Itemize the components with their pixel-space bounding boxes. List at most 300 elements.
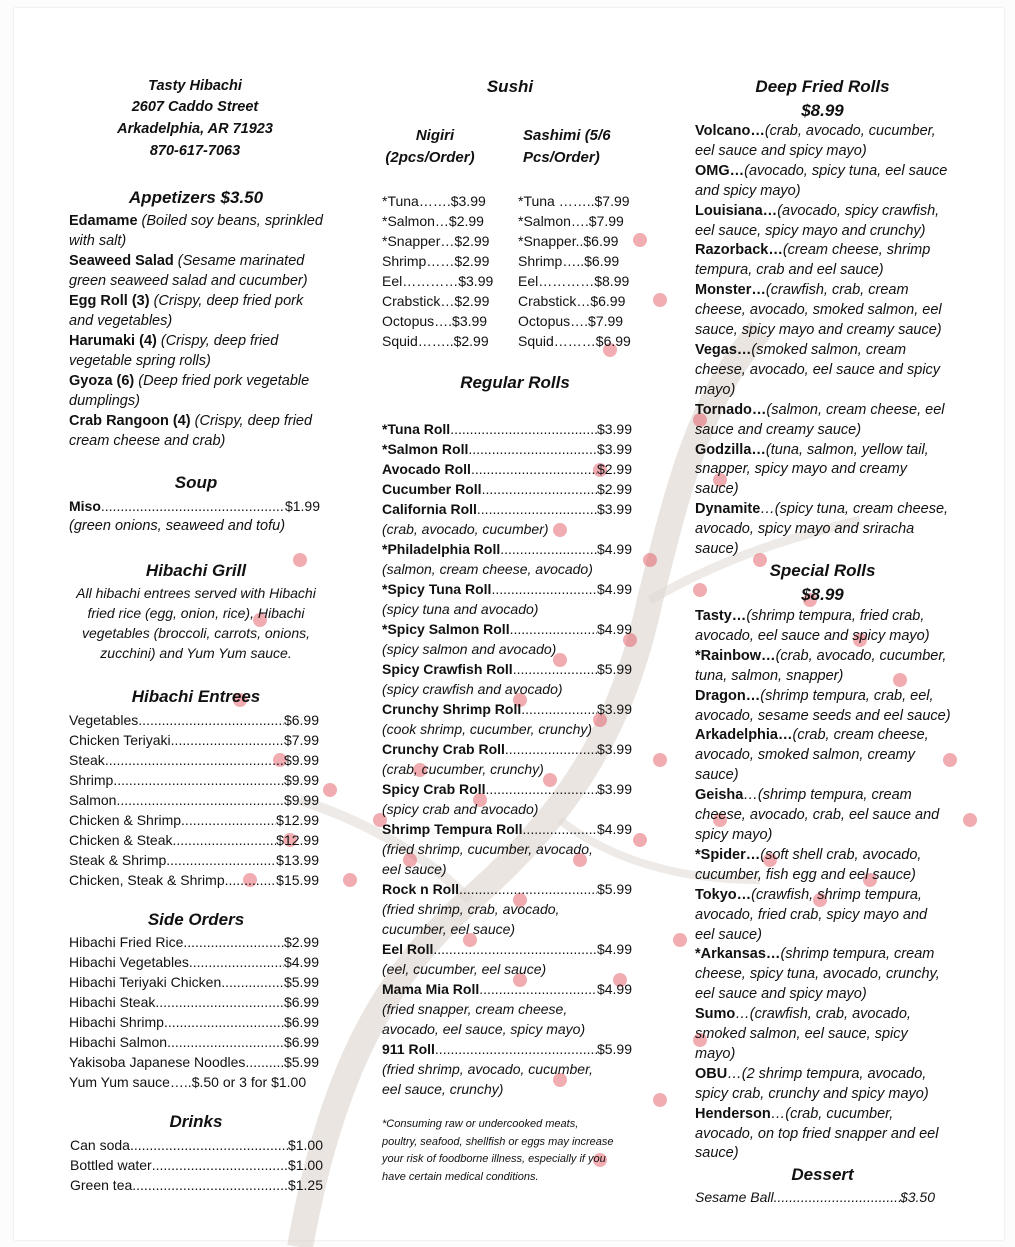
side-order-item <box>69 1012 319 1032</box>
regular-roll-description: (salmon, cream cheese, avocado) <box>382 561 593 577</box>
deep-fried-roll-line <box>695 500 948 520</box>
hibachi-entree-leader <box>166 850 276 870</box>
drink-leader <box>130 1135 288 1155</box>
deep-fried-roll-line <box>695 182 948 202</box>
regular-roll-description: (cook shrimp, cucumber, crunchy) <box>382 721 593 737</box>
regular-roll-name: California Roll <box>382 501 477 517</box>
deep-fried-roll-line <box>695 381 948 401</box>
deep-fried-roll-line <box>695 361 948 381</box>
regular-roll-description: eel sauce) <box>382 861 447 877</box>
hibachi-grill-description-line: vegetables (broccoli, carrots, onions, <box>82 625 310 641</box>
appetizer-description-cont: with salt) <box>69 233 127 249</box>
special-roll-name: *Rainbow… <box>695 647 776 664</box>
deep-fried-roll-description: (crawfish, crab, cream <box>765 282 909 299</box>
regular-roll-name: Avocado Roll <box>382 461 471 477</box>
side-order-item <box>69 1032 319 1052</box>
special-roll-description: (shrimp tempura, crab, eel, <box>760 687 934 704</box>
deep-fried-roll-description: cheese, avocado, eel sauce and spicy <box>695 361 941 378</box>
sushi-row <box>382 231 632 251</box>
soup-name: Miso <box>69 498 101 514</box>
hibachi-entree-item <box>69 850 319 870</box>
regular-roll-name: Rock n Roll <box>382 881 460 897</box>
special-roll-line <box>695 766 951 786</box>
deep-fried-roll-name: Monster… <box>695 282 766 299</box>
deep-fried-roll-description: …(spicy tuna, cream cheese, <box>760 501 949 518</box>
appetizer-item <box>69 251 323 271</box>
hibachi-entrees-list <box>69 710 319 890</box>
regular-roll-description: (spicy crab and avocado) <box>382 801 539 817</box>
nigiri-heading: Nigiri <box>415 127 455 144</box>
special-rolls-heading: Special Rolls <box>769 561 876 580</box>
sashimi-item: Squid………$6.99 <box>518 333 631 349</box>
hibachi-entree-name: Steak <box>69 752 105 768</box>
appetizer-description: (Boiled soy beans, sprinkled <box>137 213 323 229</box>
special-roll-description: eel sauce and spicy mayo) <box>695 986 867 1003</box>
footnote-line: *Consuming raw or undercooked meats, <box>382 1118 579 1130</box>
appetizers-heading: Appetizers $3.50 <box>128 188 264 207</box>
regular-roll-leader <box>505 739 597 759</box>
side-order-name: Hibachi Vegetables <box>69 954 189 970</box>
regular-roll-price: $4.99 <box>596 941 632 957</box>
regular-roll-leader <box>468 439 597 459</box>
hibachi-entree-price: $15.99 <box>276 872 319 888</box>
deep-fried-roll-line <box>695 540 948 560</box>
deep-fried-roll-line <box>695 401 948 421</box>
sashimi-heading: Sashimi (5/6 <box>523 127 611 144</box>
nigiri-subheading: (2pcs/Order) <box>385 149 475 166</box>
hibachi-entree-item <box>69 830 319 850</box>
special-roll-name: Dragon… <box>695 687 761 704</box>
side-order-item <box>69 1072 319 1092</box>
deep-fried-roll-description: eel sauce, spicy mayo and crunchy) <box>695 222 926 239</box>
side-order-item <box>69 932 319 952</box>
deep-fried-roll-line <box>695 261 948 281</box>
deep-fried-roll-name: OMG… <box>695 162 745 179</box>
dessert-heading: Dessert <box>791 1165 854 1184</box>
special-roll-description: avocado, sesame seeds and eel sauce) <box>695 707 951 724</box>
special-roll-line <box>695 886 951 906</box>
special-roll-line <box>695 965 951 985</box>
special-roll-description: …(crawfish, crab, avocado, <box>735 1006 911 1023</box>
sushi-row <box>382 291 632 311</box>
deep-fried-roll-description: sauce) <box>695 541 739 558</box>
sashimi-item: Shrimp…..$6.99 <box>518 253 620 269</box>
deep-fried-roll-name: Louisiana… <box>695 202 778 219</box>
deep-fried-price: $8.99 <box>801 101 844 120</box>
regular-roll-price: $4.99 <box>596 581 632 597</box>
special-roll-name: Tokyo… <box>695 886 752 903</box>
side-order-name: Hibachi Salmon <box>69 1034 168 1050</box>
regular-roll-item <box>382 539 632 559</box>
deep-fried-roll-name: Vegas… <box>695 341 752 358</box>
deep-fried-roll-name: Godzilla… <box>695 441 766 458</box>
regular-roll-item <box>382 979 632 999</box>
sushi-row <box>382 211 632 231</box>
side-order-price: $4.99 <box>283 954 319 970</box>
restaurant-city: Arkadelphia, AR 71923 <box>117 121 273 137</box>
hibachi-entree-item <box>69 770 319 790</box>
regular-roll-leader <box>482 479 597 499</box>
regular-roll-item <box>382 879 632 899</box>
regular-roll-name: *Tuna Roll <box>382 421 451 437</box>
sushi-row <box>382 311 632 331</box>
regular-roll-description: (fried shrimp, crab, avocado, <box>382 901 560 917</box>
deep-fried-roll-description: and spicy mayo) <box>695 182 801 199</box>
hibachi-entree-leader <box>113 770 284 790</box>
regular-roll-leader <box>513 659 597 679</box>
side-order-name: Yum Yum sauce…..$.50 or 3 for $1.00 <box>69 1074 307 1090</box>
appetizer-item <box>69 371 323 391</box>
special-roll-description: sauce) <box>695 767 739 784</box>
sashimi-item: Eel…………$8.99 <box>518 273 630 289</box>
regular-rolls-heading: Regular Rolls <box>460 373 570 392</box>
special-roll-description: (crab, avocado, cucumber, <box>775 647 947 664</box>
side-order-item <box>69 992 319 1012</box>
hibachi-grill-heading: Hibachi Grill <box>145 561 247 580</box>
deep-fried-roll-description: (smoked salmon, cream <box>751 341 907 358</box>
appetizer-description: (Crispy, deep fried <box>190 413 313 429</box>
regular-roll-name: *Spicy Tuna Roll <box>382 581 492 597</box>
hibachi-entree-price: $13.99 <box>276 852 319 868</box>
regular-roll-leader <box>477 499 597 519</box>
appetizer-name: Egg Roll (3) <box>69 293 150 309</box>
deep-fried-roll-name: Tornado… <box>695 401 767 418</box>
side-order-leader <box>189 952 284 972</box>
special-roll-line <box>695 1085 951 1105</box>
special-roll-description: spicy mayo) <box>695 826 773 843</box>
special-roll-name: OBU <box>695 1065 728 1082</box>
regular-roll-leader <box>500 539 597 559</box>
hibachi-grill-description-line: All hibachi entrees served with Hibachi <box>76 585 316 601</box>
regular-roll-name: Eel Roll <box>382 941 434 957</box>
appetizer-description-cont: and vegetables) <box>69 313 173 329</box>
drink-name: Green tea <box>70 1177 133 1193</box>
restaurant-street: 2607 Caddo Street <box>131 99 259 115</box>
regular-roll-item <box>382 619 632 639</box>
hibachi-entree-name: Vegetables <box>69 712 139 728</box>
hibachi-entree-item <box>69 710 319 730</box>
regular-roll-description: (fried shrimp, avocado, cucumber, <box>382 1061 593 1077</box>
hibachi-grill-description-line: fried rice (egg, onion, rice), Hibachi <box>87 605 305 621</box>
hibachi-entree-item <box>69 870 319 890</box>
special-roll-line <box>695 627 951 647</box>
side-order-name: Yakisoba Japanese Noodles <box>69 1054 246 1070</box>
deep-fried-roll-description: (tuna, salmon, yellow tail, <box>765 441 929 458</box>
sashimi-item: *Salmon….$7.99 <box>518 213 624 229</box>
side-order-price: $5.99 <box>283 1054 319 1070</box>
special-roll-description: cucumber, fish egg and eel sauce) <box>695 866 916 883</box>
drink-price: $1.00 <box>287 1157 323 1173</box>
hibachi-entree-name: Steak & Shrimp <box>69 852 167 868</box>
special-roll-description: tuna, salmon, snapper) <box>695 667 844 684</box>
side-order-leader <box>245 1052 284 1072</box>
hibachi-entree-price: $12.99 <box>276 832 319 848</box>
nigiri-item: *Tuna…….$3.99 <box>382 193 486 209</box>
nigiri-item: Crabstick…$2.99 <box>382 293 490 309</box>
hibachi-entree-leader <box>171 730 284 750</box>
regular-roll-item <box>382 419 632 439</box>
special-roll-line <box>695 1144 951 1164</box>
special-roll-line <box>695 1105 951 1125</box>
nigiri-item: *Snapper…$2.99 <box>382 233 490 249</box>
regular-roll-price: $3.99 <box>596 501 632 517</box>
special-roll-name: *Arkansas… <box>695 946 781 963</box>
hibachi-entree-leader <box>105 750 284 770</box>
regular-roll-name: Spicy Crab Roll <box>382 781 486 797</box>
appetizer-description-cont: dumplings) <box>69 393 140 409</box>
deep-fried-roll-name: Razorback… <box>695 242 783 259</box>
hibachi-entree-item <box>69 750 319 770</box>
side-order-leader <box>221 972 284 992</box>
sashimi-item: *Tuna ……..$7.99 <box>518 193 630 209</box>
regular-roll-description: (crab, avocado, cucumber) <box>382 521 549 537</box>
regular-roll-description: (crab, cucumber, crunchy) <box>382 761 544 777</box>
hibachi-entree-leader <box>225 870 277 890</box>
hibachi-entree-item <box>69 730 319 750</box>
side-order-item <box>69 972 319 992</box>
deep-fried-roll-line <box>695 162 948 182</box>
regular-roll-item <box>382 1039 632 1059</box>
special-roll-description: …(crab, cucumber, <box>770 1105 894 1122</box>
restaurant-phone: 870-617-7063 <box>149 143 241 159</box>
appetizer-name: Edamame <box>69 213 138 229</box>
deep-fried-roll-description: cheese, avocado, smoked salmon, eel <box>695 302 942 319</box>
special-rolls-list <box>695 607 951 1164</box>
regular-roll-leader <box>459 879 597 899</box>
special-roll-line <box>695 826 951 846</box>
appetizer-name: Harumaki (4) <box>69 333 157 349</box>
regular-roll-name: Crunchy Shrimp Roll <box>382 701 522 717</box>
special-roll-description: eel sauce) <box>695 926 762 943</box>
drink-leader <box>152 1155 288 1175</box>
special-roll-line <box>695 866 951 886</box>
hibachi-entree-name: Chicken & Steak <box>69 832 173 848</box>
regular-roll-price: $3.99 <box>596 701 632 717</box>
appetizer-item <box>69 211 323 231</box>
special-roll-line <box>695 806 951 826</box>
deep-fried-roll-description: (cream cheese, shrimp <box>782 242 931 259</box>
deep-fried-roll-line <box>695 460 948 480</box>
special-roll-description: mayo) <box>695 1045 736 1062</box>
special-roll-description: (shrimp tempura, fried crab, <box>746 608 925 624</box>
regular-roll-name: *Spicy Salmon Roll <box>382 621 510 637</box>
regular-roll-item <box>382 579 632 599</box>
deep-fried-roll-description: (avocado, spicy crawfish, <box>777 202 940 219</box>
drink-item <box>70 1175 323 1195</box>
drink-item <box>70 1155 323 1175</box>
regular-roll-leader <box>471 459 597 479</box>
drink-name: Can soda <box>70 1137 130 1153</box>
regular-roll-price: $3.99 <box>596 741 632 757</box>
deep-fried-roll-description: sauce, spicy mayo and creamy sauce) <box>695 322 942 339</box>
hibachi-entree-price: $6.99 <box>283 712 319 728</box>
regular-roll-item <box>382 739 632 759</box>
regular-roll-price: $5.99 <box>596 1041 632 1057</box>
special-roll-description: avocado, eel sauce and spicy mayo) <box>695 627 930 644</box>
hibachi-entree-price: $12.99 <box>276 812 319 828</box>
regular-roll-leader <box>450 419 597 439</box>
regular-roll-item <box>382 479 632 499</box>
side-order-price: $6.99 <box>283 994 319 1010</box>
regular-roll-price: $4.99 <box>596 821 632 837</box>
deep-fried-roll-line <box>695 341 948 361</box>
side-order-price: $6.99 <box>283 1034 319 1050</box>
regular-roll-leader <box>435 1039 597 1059</box>
side-order-price: $5.99 <box>283 974 319 990</box>
drinks-list <box>70 1135 323 1195</box>
dessert-price: $3.50 <box>899 1189 935 1205</box>
appetizers-list <box>69 211 323 451</box>
special-roll-line <box>695 786 951 806</box>
appetizer-description: (Sesame marinated <box>173 253 305 269</box>
dessert-item <box>695 1187 935 1207</box>
special-roll-line <box>695 846 951 866</box>
hibachi-entree-item <box>69 790 319 810</box>
regular-rolls-list <box>382 419 632 1099</box>
regular-roll-leader <box>510 619 597 639</box>
deep-fried-roll-description: eel sauce and spicy mayo) <box>695 142 867 159</box>
appetizer-item <box>69 291 323 311</box>
sashimi-subheading: Pcs/Order) <box>523 149 600 166</box>
hibachi-entree-price: $7.99 <box>283 732 319 748</box>
regular-roll-price: $3.99 <box>596 421 632 437</box>
regular-roll-item <box>382 779 632 799</box>
regular-roll-leader <box>485 779 596 799</box>
special-roll-line <box>695 746 951 766</box>
special-roll-description: cheese, spicy tuna, avocado, crunchy, <box>695 966 940 983</box>
special-roll-name: Arkadelphia… <box>695 727 793 744</box>
regular-roll-price: $5.99 <box>596 881 632 897</box>
special-roll-name: Geisha <box>695 787 744 804</box>
regular-roll-name: Crunchy Crab Roll <box>382 741 505 757</box>
deep-fried-roll-description: mayo) <box>695 381 736 398</box>
hibachi-entree-name: Chicken, Steak & Shrimp <box>69 872 225 888</box>
side-orders-heading: Side Orders <box>147 910 245 929</box>
sashimi-item: *Snapper..$6.99 <box>518 233 619 249</box>
regular-roll-leader <box>433 939 597 959</box>
regular-roll-name: Shrimp Tempura Roll <box>382 821 523 837</box>
special-roll-description: …(shrimp tempura, cream <box>743 787 912 804</box>
special-roll-line <box>695 667 951 687</box>
deep-fried-roll-line <box>695 142 948 162</box>
hibachi-entree-name: Chicken & Shrimp <box>69 812 182 828</box>
side-orders-list <box>69 932 319 1092</box>
hibachi-entree-name: Shrimp <box>69 772 114 788</box>
hibachi-entree-price: $9.99 <box>283 792 319 808</box>
sashimi-item: Octopus….$7.99 <box>518 313 624 329</box>
special-roll-description: (crawfish, shrimp tempura, <box>751 886 922 903</box>
deep-fried-roll-description: (salmon, cream cheese, eel <box>766 401 945 418</box>
nigiri-item: *Salmon…$2.99 <box>382 213 484 229</box>
regular-roll-price: $4.99 <box>596 541 632 557</box>
regular-roll-leader <box>523 819 597 839</box>
regular-roll-item <box>382 939 632 959</box>
regular-roll-name: Mama Mia Roll <box>382 981 480 997</box>
special-roll-name: Henderson <box>695 1105 771 1122</box>
regular-roll-leader <box>491 579 597 599</box>
regular-roll-name: Spicy Crawfish Roll <box>382 661 513 677</box>
appetizer-description-cont: vegetable spring rolls) <box>69 353 211 369</box>
dessert-name: Sesame Ball <box>695 1189 774 1205</box>
deep-fried-roll-line <box>695 520 948 540</box>
regular-roll-item <box>382 819 632 839</box>
regular-roll-leader <box>521 699 597 719</box>
sushi-row <box>382 331 632 351</box>
sushi-price-table <box>382 191 632 351</box>
sashimi-item: Crabstick…$6.99 <box>518 293 626 309</box>
special-roll-name: Tasty… <box>695 608 747 624</box>
special-roll-line <box>695 707 951 727</box>
regular-roll-name: 911 Roll <box>382 1041 435 1057</box>
side-order-price: $2.99 <box>283 934 319 950</box>
special-roll-line <box>695 726 951 746</box>
deep-fried-roll-line <box>695 241 948 261</box>
nigiri-item: Octopus….$3.99 <box>382 313 488 329</box>
appetizer-description: (Deep fried pork vegetable <box>134 373 310 389</box>
regular-roll-price: $2.99 <box>596 481 632 497</box>
deep-fried-roll-line <box>695 222 948 242</box>
regular-roll-name: *Philadelphia Roll <box>382 541 501 557</box>
special-roll-description: sauce) <box>695 1145 739 1162</box>
side-order-item <box>69 952 319 972</box>
deep-fried-roll-description: sauce and creamy sauce) <box>695 421 862 438</box>
hibachi-entree-leader <box>181 810 276 830</box>
appetizer-name: Seaweed Salad <box>69 253 174 269</box>
sushi-row <box>382 271 632 291</box>
side-order-name: Hibachi Steak <box>69 994 156 1010</box>
regular-roll-name: *Salmon Roll <box>382 441 469 457</box>
regular-roll-price: $5.99 <box>596 661 632 677</box>
special-roll-description: spicy crab, crunchy and spicy mayo) <box>695 1085 929 1102</box>
regular-roll-price: $4.99 <box>596 981 632 997</box>
food-safety-footnote <box>382 1116 642 1186</box>
special-roll-description: …(2 shrimp tempura, avocado, <box>727 1065 927 1082</box>
special-roll-description: (crab, cream cheese, <box>792 727 929 744</box>
appetizer-description: (Crispy, deep fried pork <box>149 293 304 309</box>
deep-fried-roll-description: tempura, crab and eel sauce) <box>695 262 884 279</box>
hibachi-entrees-heading: Hibachi Entrees <box>131 687 261 706</box>
special-roll-description: avocado, on top fried snapper and eel <box>695 1125 939 1142</box>
regular-roll-description: eel sauce, crunchy) <box>382 1081 504 1097</box>
appetizer-name: Crab Rangoon (4) <box>69 413 191 429</box>
restaurant-name: Tasty Hibachi <box>148 78 242 94</box>
deep-fried-roll-line <box>695 122 948 142</box>
appetizer-description-cont: cream cheese and crab) <box>69 433 226 449</box>
special-roll-description: avocado, smoked salmon, creamy <box>695 747 916 764</box>
soup-item <box>69 496 320 516</box>
hibachi-entree-name: Chicken Teriyaki <box>69 732 171 748</box>
deep-fried-roll-line <box>695 441 948 461</box>
soup-heading: Soup <box>174 473 218 492</box>
regular-roll-description: (eel, cucumber, eel sauce) <box>382 961 547 977</box>
footnote-line: poultry, seafood, shellfish or eggs may increase <box>382 1135 614 1148</box>
nigiri-item: Squid……..$2.99 <box>382 333 489 349</box>
regular-roll-price: $4.99 <box>596 621 632 637</box>
regular-roll-name: Cucumber Roll <box>382 481 482 497</box>
side-order-name: Hibachi Teriyaki Chicken <box>69 974 222 990</box>
side-order-leader <box>167 1032 284 1052</box>
soup-description: (green onions, seaweed and tofu) <box>69 518 286 534</box>
side-order-price: $6.99 <box>283 1014 319 1030</box>
appetizer-description: (Crispy, deep fried <box>156 333 279 349</box>
regular-roll-description: cucumber, eel sauce) <box>382 921 516 937</box>
drink-price: $1.00 <box>287 1137 323 1153</box>
special-roll-line <box>695 647 951 667</box>
regular-roll-description: (fried shrimp, cucumber, avocado, <box>382 841 593 857</box>
appetizer-item <box>69 411 323 431</box>
deep-fried-roll-description: snapper, spicy mayo and creamy <box>695 461 907 478</box>
regular-roll-description: (spicy salmon and avocado) <box>382 641 557 657</box>
